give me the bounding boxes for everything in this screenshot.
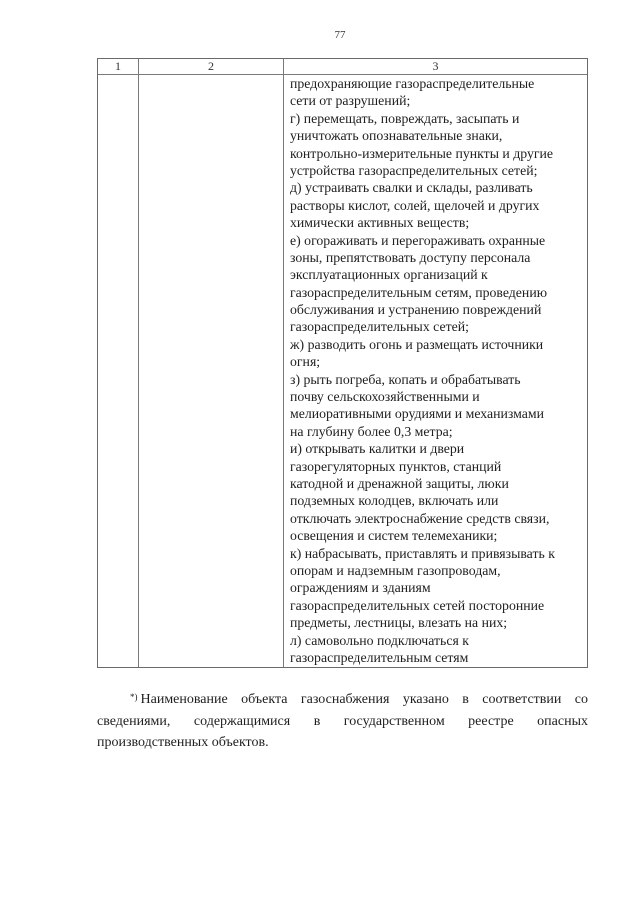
document-table <box>97 58 588 668</box>
cell-text-line: катодной и дренажной защиты, люки <box>290 475 509 491</box>
cell-text-line: е) огораживать и перегораживать охранные <box>290 232 546 248</box>
cell-text-line: химически активных веществ; <box>290 215 470 231</box>
footnote-line: производственных объектов. <box>97 735 269 750</box>
footnote-line: сведениями, содержащимися в государственном реестре опасных <box>97 713 588 729</box>
cell-text-line: сети от разрушений; <box>290 93 411 109</box>
cell-text-line: газораспределительным сетям, проведению <box>290 284 548 300</box>
cell-text-line: почву сельскохозяйственными и <box>290 389 480 405</box>
cell-text-line: предохраняющие газораспределительные <box>290 76 535 91</box>
cell-text-line: огня; <box>290 354 321 370</box>
cell-text-line: опорам и надземным газопроводам, <box>290 562 501 578</box>
page-number: 77 <box>334 29 346 41</box>
cell-text-line: г) перемещать, повреждать, засыпать и <box>290 110 520 126</box>
cell-text-line: л) самовольно подключаться к <box>290 632 469 648</box>
table-cell-col-3 <box>284 75 587 667</box>
cell-text-line: мелиоративными орудиями и механизмами <box>290 406 545 422</box>
cell-text-line: газораспределительных сетей; <box>290 319 469 335</box>
footnote-line <box>97 689 588 711</box>
cell-text-line: обслуживания и устранению повреждений <box>290 302 542 318</box>
cell-text-line: газорегуляторных пунктов, станций <box>290 458 502 474</box>
cell-text-line: д) устраивать свалки и склады, разливать <box>290 180 533 196</box>
cell-text-line: к) набрасывать, приставлять и привязывать к <box>290 545 555 561</box>
cell-text-line: эксплуатационных организаций к <box>290 267 488 283</box>
cell-text-line: устройства газораспределительных сетей; <box>290 162 538 178</box>
cell-text-line: уничтожать опознавательные знаки, <box>290 128 503 144</box>
cell-text-line: растворы кислот, солей, щелочей и других <box>290 197 540 213</box>
table-header-row <box>98 59 587 75</box>
cell-text-line: ж) разводить огонь и размещать источники <box>290 336 544 352</box>
cell-text-line: з) рыть погреба, копать и обрабатывать <box>290 371 521 387</box>
cell-text-line: контрольно-измерительные пункты и другие <box>290 145 554 161</box>
table-header-col-2: 2 <box>208 59 214 73</box>
cell-text-line: предметы, лестницы, влезать на них; <box>290 615 508 631</box>
footnote-text: Наименование объекта газоснабжения указано в соответствии со <box>140 692 588 707</box>
table-header-col-3: 3 <box>432 59 439 73</box>
cell-text-line: подземных колодцев, включать или <box>290 493 499 509</box>
cell-text-line: газораспределительных сетей посторонние <box>290 597 545 613</box>
cell-text-line: газораспределительным сетям <box>290 649 469 665</box>
cell-text-line: освещения и систем телемеханики; <box>290 528 498 544</box>
table-header-col-1: 1 <box>115 59 121 73</box>
cell-text-line: ограждениям и зданиям <box>290 580 431 596</box>
footnote-marker: *) <box>130 692 138 702</box>
cell-text-line: отключать электроснабжение средств связи, <box>290 510 550 526</box>
cell-text-line: зоны, препятствовать доступу персонала <box>290 249 531 265</box>
cell-text-line: и) открывать калитки и двери <box>290 441 465 457</box>
column-divider <box>138 59 139 667</box>
footnote <box>97 689 588 754</box>
cell-text-line: на глубину более 0,3 метра; <box>290 423 453 439</box>
